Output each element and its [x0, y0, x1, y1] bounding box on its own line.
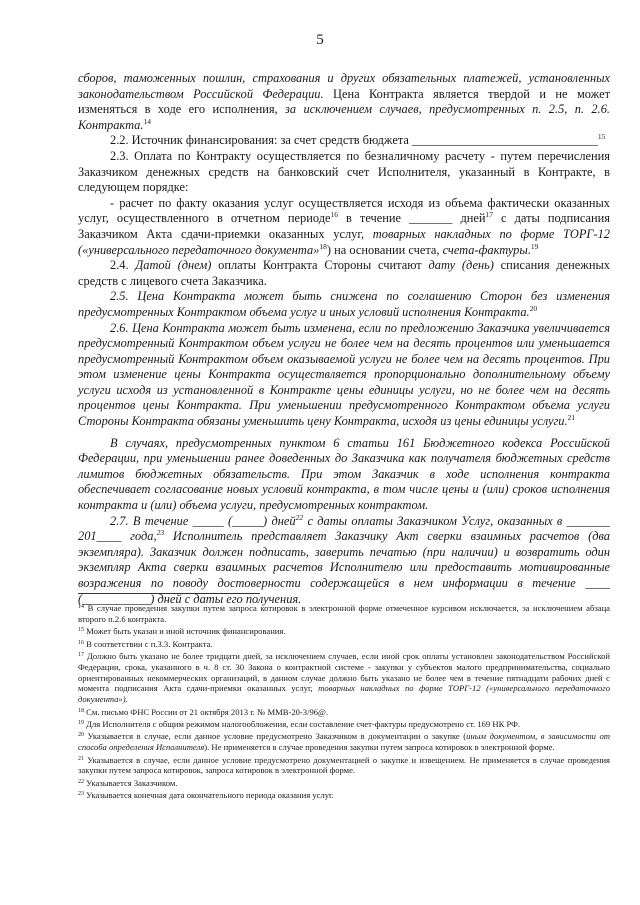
- paragraph-2-4: 2.4. Датой (днем) оплаты Контракта Стороны считают дату (день) списания денежных средств с лицевого счета Заказчика.: [78, 258, 611, 288]
- footnotes: [78, 603, 610, 802]
- footnote-17: $^{17}$ Должно быть указано не более тридцати дней, за исключением случаев, если иной срок оплаты установлен законодательством Российской Федерации, срока, указанного в ч. 8 ст. 30 Закона о контрактной системе - закупки у субъектов малого предпринимательства, социально ориентированных некоммерческих организаций, в данном случае должно быть указано не более чем в течение пятнадцати рабочих дней с момента подписания Акта сдачи-приемки оказанных услуг, товарных накладных по форме ТОРГ-12 («универсального передаточного документа»).: [78, 650, 611, 705]
- contract-text: [78, 71, 610, 607]
- page-number: 5: [316, 32, 324, 48]
- footnote-ref-18[interactable]: 18: [319, 241, 327, 251]
- paragraph-2-3: 2.3. Оплата по Контракту осуществляется по безналичному расчету - путем перечисления Заказчиком денежных средств на банковский счет Исполнителя, указанный в Контракте, в следующем порядке:: [78, 148, 610, 195]
- paragraph-2-5: 2.5. Цена Контракта может быть снижена по соглашению Сторон без изменения предусмотренных Контрактом объема услуг и иных условий исполнения Контракта.$^{20}$: [78, 289, 610, 319]
- footnote-divider: [78, 593, 260, 594]
- footnote-16: $^{16}$ В соответствии с п.3.3. Контракта.: [78, 638, 213, 649]
- footnote-20: $^{20}$ Указывается в случае, если данное условие предусмотрено Заказчиком в документации о закупке (иным документом, в зависимости от способа определения Исполнителя). Не применяется в случае проведения закупки путем запроса котировок в электронной форме.: [78, 731, 610, 753]
- footnote-ref-17[interactable]: 17: [485, 210, 494, 220]
- paragraph-budget-code: В случаях, предусмотренных пунктом 6 статьи 161 Бюджетного кодекса Российской Федерации, при уменьшении ранее доведенных до Заказчика как получателя бюджетных средств лимитов бюджетных обязательств. При этом Заказчик в ходе исполнения контракта обеспечивает согласование новых условий контракта, в том числе цены и (или) сроков исполнения контракта и (или) объема услуги, предусмотренных контрактом.: [78, 435, 610, 513]
- footnote-18: $^{18}$ См. письмо ФНС России от 21 октября 2013 г. № ММВ-20-3/96@.: [78, 706, 329, 717]
- footnote-21: $^{21}$ Указывается в случае, если данное условие предусмотрено документацией о закупке и извещением. Не применяется в случае проведения закупки путем запроса котировок, запроса котировок в электронной форме.: [78, 754, 610, 776]
- footnote-ref-20[interactable]: 20: [529, 303, 538, 313]
- footnote-22: $^{22}$ Указывается Заказчиком.: [78, 777, 178, 788]
- footnote-19: $^{19}$ Для Исполнителя с общим режимом налогообложения, если составление счет-фактуры предусмотрено ст. 169 НК РФ.: [78, 718, 521, 729]
- paragraph-payment-order: - расчет по факту оказания услуг осуществляется исходя из объема фактически оказанных услуг, осуществленного в отчетном периоде$^{16}$ в течение _______ дней$^{17}$ с даты подписания Заказчиком Акта сдачи-приемки оказанных услуг, товарных накладных по форме ТОРГ-12 («универсального передаточного документа»$^{18}$) на основании счета, счета-фактуры.$^{19}$: [78, 195, 610, 257]
- footnote-ref-22[interactable]: 22: [295, 512, 304, 522]
- footnote-ref-21[interactable]: 21: [567, 413, 576, 423]
- paragraph-2-6: 2.6. Цена Контракта может быть изменена, если по предложению Заказчика увеличивается предусмотренный Контрактом объем услуги не более чем на десять процентов или уменьшается предусмотренный Контрактом объем оказываемой услуги не более чем на десять процентов. При этом изменение цены Контракта осуществляется пропорционально дополнительному объему услуги исходя из установленной в Контракте цены единицы услуги, но не более чем на десять процентов цены Контракта. При уменьшении предусмотренного Контрактом объема услуги Стороны Контракта обязаны уменьшить цену Контракта, исходя из цены единицы услуги.$^{21}$: [78, 320, 610, 429]
- paragraph-price-continued: сборов, таможенных пошлин, страхования и других обязательных платежей, установленных законодательством Российской Федерации. Цена Контракта является твердой и не может изменяться в ходе его исполнения, за исключением случаев, предусмотренных п. 2.5, п. 2.6. Контракта.$^{14}$: [78, 71, 610, 132]
- paragraph-2-7: 2.7. В течение _____ (_____) дней$^{22}$ с даты оплаты Заказчиком Услуг, оказанных в _______ 201____ года,$^{23}$ Исполнитель представляет Заказчику Акт сверки взаимных расчетов (два экземпляра). Заказчик должен подписать, заверить печатью (при наличии) и возвратить один экземпляр Акта сверки взаимных расчетов Исполнителю или предоставить мотивированные возражения по поводу достоверности содержащейся в нем информации в течение ____ (___________) дней с даты его получения.: [78, 512, 610, 606]
- footnote-ref-14[interactable]: 14: [143, 116, 151, 126]
- footnote-ref-23[interactable]: 23: [156, 528, 165, 538]
- footnote-14: $^{14}$ В случае проведения закупки путем запроса котировок в электронной форме отмеченное курсивом исключается, за исключением абзаца второго п.2.6 контракта.: [78, 603, 610, 624]
- footnote-ref-15[interactable]: 15: [597, 132, 606, 142]
- footnote-15: $^{15}$ Может быть указан и иной источник финансирования.: [78, 626, 286, 637]
- footnote-23: $^{23}$ Указывается конечная дата окончательного периода оказания услуг.: [78, 790, 334, 801]
- footnote-ref-16[interactable]: 16: [330, 210, 339, 220]
- footnote-ref-19[interactable]: 19: [530, 241, 539, 251]
- paragraph-2-2: 2.2. Источник финансирования: за счет средств бюджета ______________________________$^{15}$: [110, 132, 606, 148]
